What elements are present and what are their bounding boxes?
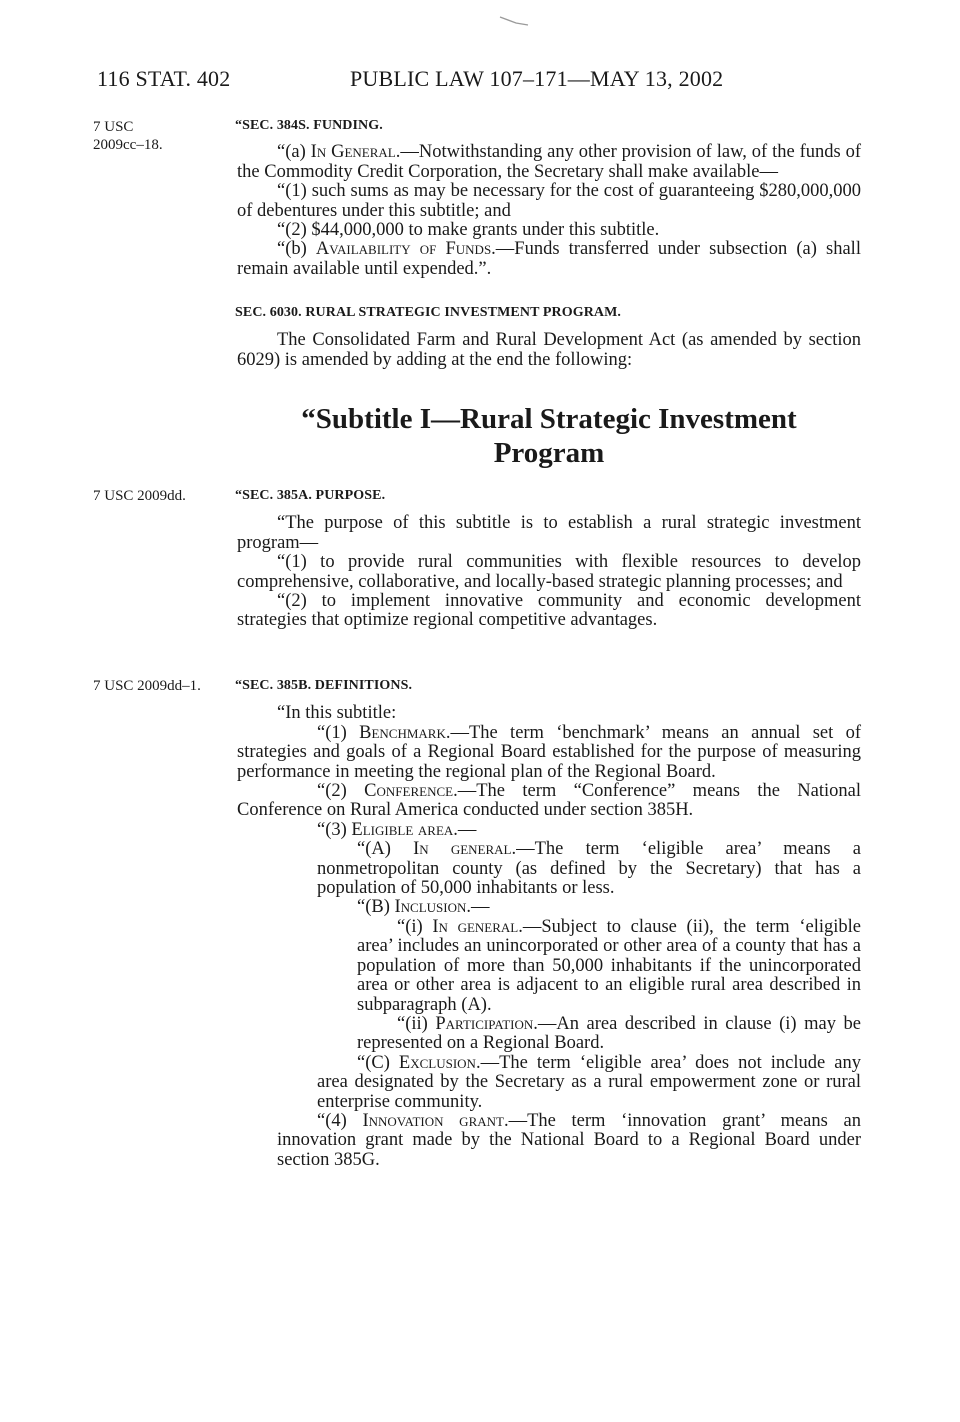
definition-benchmark: “(1) Benchmark.—The term ‘benchmark’ means an annual set of strategies and goals of a Regional Board established for the purpose of measuring performance in meeting the regional plan of the Regional Board.	[237, 722, 861, 782]
section-6030	[237, 303, 861, 370]
page-number-header: 116 STAT. 402	[97, 66, 231, 91]
margin-citation-2009dd: 7 USC 2009dd.	[93, 488, 186, 504]
paragraph-a2: “(2) $44,000,000 to make grants under this subtitle.	[277, 220, 660, 241]
section-heading: SEC. 6030. RURAL STRATEGIC INVESTMENT PROGRAM.	[235, 305, 622, 320]
purpose-paragraph-2: “(2) to implement innovative community and economic development strategies that optimize regional competitive advantages.	[237, 591, 861, 631]
subsection-a: “(a) In General.—Notwithstanding any other provision of law, of the funds of the Commodity Credit Corporation, the Secretary shall make available—	[237, 142, 862, 182]
purpose-intro: “The purpose of this subtitle is to establish a rural strategic investment program—	[237, 513, 861, 553]
section-6030-text: The Consolidated Farm and Rural Development Act (as amended by section 6029) is amended by adding at the end the following:	[237, 330, 861, 370]
definition-eligible-area: “(3) Eligible area.—	[317, 819, 477, 840]
definition-eligible-area-c: “(C) Exclusion.—The term ‘eligible area’ does not include any area designated by the Secretary as a rural empowerment zone or rural enterprise community.	[317, 1052, 861, 1112]
definitions-intro: “In this subtitle:	[277, 703, 397, 724]
section-385b	[237, 676, 861, 1170]
section-heading: “SEC. 384S. FUNDING.	[235, 118, 383, 133]
definition-eligible-area-b-i: “(i) In general.—Subject to clause (ii), the term ‘eligible area’ includes an unincorporated or other area of a county that has a population of more than 50,000 inhabitants if the unincorporated area or other area is adjacent to an eligible rural area described in subparagraph (A).	[357, 916, 861, 1015]
margin-citation-2009cc-18: 7 USC 2009cc–18.	[93, 119, 163, 153]
section-385a	[237, 486, 861, 631]
paragraph-a1: “(1) such sums as may be necessary for the cost of guaranteeing $280,000,000 of debentures under this subtitle; and	[237, 181, 861, 221]
definition-eligible-area-b-ii: “(ii) Participation.—An area described in clause (i) may be represented on a Regional Board.	[357, 1013, 861, 1054]
subtitle-heading: “Subtitle I—Rural Strategic Investment Program	[301, 403, 797, 469]
section-heading: “SEC. 385B. DEFINITIONS.	[235, 678, 413, 693]
public-law-header: PUBLIC LAW 107–171—MAY 13, 2002	[350, 66, 724, 91]
definition-innovation-grant: “(4) Innovation grant.—The term ‘innovation grant’ means an innovation grant made by the National Board to a Regional Board under section 385G.	[277, 1110, 861, 1170]
definition-eligible-area-b: “(B) Inclusion.—	[357, 897, 490, 918]
scan-mark-icon	[498, 14, 530, 28]
purpose-paragraph-1: “(1) to provide rural communities with flexible resources to develop comprehensive, collaborative, and locally-based strategic planning processes; and	[237, 552, 861, 592]
margin-citation-2009dd-1: 7 USC 2009dd–1.	[93, 678, 201, 694]
section-heading: “SEC. 385A. PURPOSE.	[235, 488, 386, 503]
definition-eligible-area-a: “(A) In general.—The term ‘eligible area’ means a nonmetropolitan county (as defined by the Secretary) that has a population of 50,000 inhabitants or less.	[317, 839, 861, 899]
definition-conference: “(2) Conference.—The term “Conference” means the National Conference on Rural America conducted under section 385H.	[237, 781, 861, 821]
section-384s	[237, 116, 861, 279]
subsection-b: “(b) Availability of Funds.—Funds transferred under subsection (a) shall remain available until expended.”.	[237, 239, 861, 279]
